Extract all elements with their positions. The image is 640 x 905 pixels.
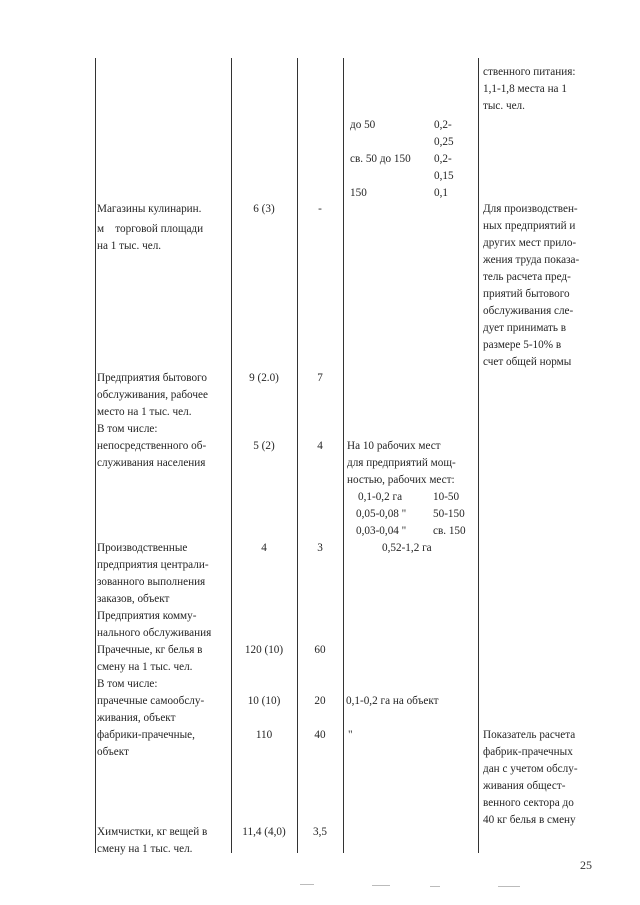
range-label: 150 <box>350 187 367 199</box>
row-name: зованного выполнения <box>97 576 206 588</box>
row-area: 0,1-0,2 га на объект <box>346 695 439 707</box>
row-calc: 4 <box>317 440 323 452</box>
row-name: предприятия централи- <box>97 559 209 571</box>
row-note: дует принимать в <box>483 322 567 334</box>
row-note: дан с учетом обслу- <box>483 763 578 775</box>
row-area: 10-50 <box>433 491 460 503</box>
row-name: объект <box>97 746 129 758</box>
row-name: Химчистки, кг вещей в <box>97 826 208 838</box>
row-norm: 11,4 (4,0) <box>242 826 286 838</box>
row-note: жения труда показа- <box>483 254 580 266</box>
row-name: заказов, объект <box>97 593 170 605</box>
row-area: 0,05-0,08 " <box>356 508 407 520</box>
row-note: тель расчета пред- <box>483 271 571 283</box>
row-calc: 20 <box>314 695 326 707</box>
row-name: прачечные самообслу- <box>97 695 205 707</box>
row-name: смену на 1 тыс. чел. <box>97 843 193 855</box>
range-value: 0,2- <box>434 119 452 131</box>
row-note: Для производствен- <box>483 203 578 215</box>
row-name: м торговой площади <box>97 223 204 235</box>
row-calc: 7 <box>317 372 323 384</box>
row-norm: 10 (10) <box>247 695 281 707</box>
row-norm: 9 (2.0) <box>249 372 279 384</box>
row-note: Показатель расчета <box>483 729 576 741</box>
row-area: 0,52-1,2 га <box>382 542 432 554</box>
row-name: В том числе: <box>97 423 158 435</box>
row-name: место на 1 тыс. чел. <box>97 406 192 418</box>
row-note: обслуживания сле- <box>483 305 574 317</box>
row-area: 50-150 <box>433 508 465 520</box>
row-name: нального обслуживания <box>97 627 212 639</box>
row-calc: - <box>318 203 322 215</box>
row-area: 0,03-0,04 " <box>356 525 407 537</box>
column-line <box>478 58 479 853</box>
row-note: живания общест- <box>483 780 566 792</box>
row-area: ностью, рабочих мест: <box>347 474 455 486</box>
row-area: На 10 рабочих мест <box>347 440 441 452</box>
row-area: 0,1-0,2 га <box>358 491 403 503</box>
scan-speck <box>430 886 440 887</box>
row-name: Предприятия комму- <box>97 610 197 622</box>
row-calc: 3,5 <box>313 826 327 838</box>
range-value: 0,2- <box>434 153 452 165</box>
range-label: до 50 <box>350 119 376 131</box>
scan-speck <box>300 884 314 885</box>
row-name: смену на 1 тыс. чел. <box>97 661 193 673</box>
row-note: счет общей нормы <box>483 356 572 368</box>
row-note: размере 5-10% в <box>483 339 562 351</box>
row-name: живания, объект <box>97 712 176 724</box>
row-norm: 6 (3) <box>253 203 275 215</box>
row-note: ных предприятий и <box>483 220 576 232</box>
row-calc: 3 <box>317 542 323 554</box>
page-number: 25 <box>580 858 592 872</box>
row-name: Предприятия бытового <box>97 372 207 384</box>
row-name: Магазины кулинарин. <box>97 203 202 215</box>
scan-speck <box>372 885 390 886</box>
row-calc: 40 <box>314 729 326 741</box>
row-norm: 4 <box>261 542 267 554</box>
row-name: на 1 тыс. чел. <box>97 240 162 252</box>
row-norm: 110 <box>255 729 273 741</box>
row-norm: 120 (10) <box>244 644 284 656</box>
range-value: 0,25 <box>434 136 454 148</box>
row-area: св. 150 <box>433 525 466 537</box>
row-name: обслуживания, рабочее <box>97 389 208 401</box>
row-calc: 60 <box>314 644 326 656</box>
scan-speck <box>498 886 520 887</box>
row-name: В том числе: <box>97 678 158 690</box>
row-norm: 5 (2) <box>253 440 275 452</box>
note-text: ственного питания: <box>483 66 576 78</box>
range-label: св. 50 до 150 <box>350 153 411 165</box>
column-line <box>343 58 344 853</box>
row-note: фабрик-прачечных <box>483 746 573 758</box>
row-name: служивания населения <box>97 457 206 469</box>
column-line <box>95 58 96 853</box>
note-text: тыс. чел. <box>483 100 525 112</box>
row-note: других мест прило- <box>483 237 577 249</box>
row-name: Производственные <box>97 542 188 554</box>
row-name: Прачечные, кг белья в <box>97 644 203 656</box>
range-value: 0,1 <box>434 187 448 199</box>
range-value: 0,15 <box>434 170 454 182</box>
row-name: непосредственного об- <box>97 440 207 452</box>
row-note: венного сектора до <box>483 797 574 809</box>
row-area: " <box>348 729 353 741</box>
row-note: 40 кг белья в смену <box>483 814 576 826</box>
row-name: фабрики-прачечные, <box>97 729 195 741</box>
row-area: для предприятий мощ- <box>347 457 456 469</box>
row-note: приятий бытового <box>483 288 570 300</box>
note-text: 1,1-1,8 места на 1 <box>483 83 567 95</box>
